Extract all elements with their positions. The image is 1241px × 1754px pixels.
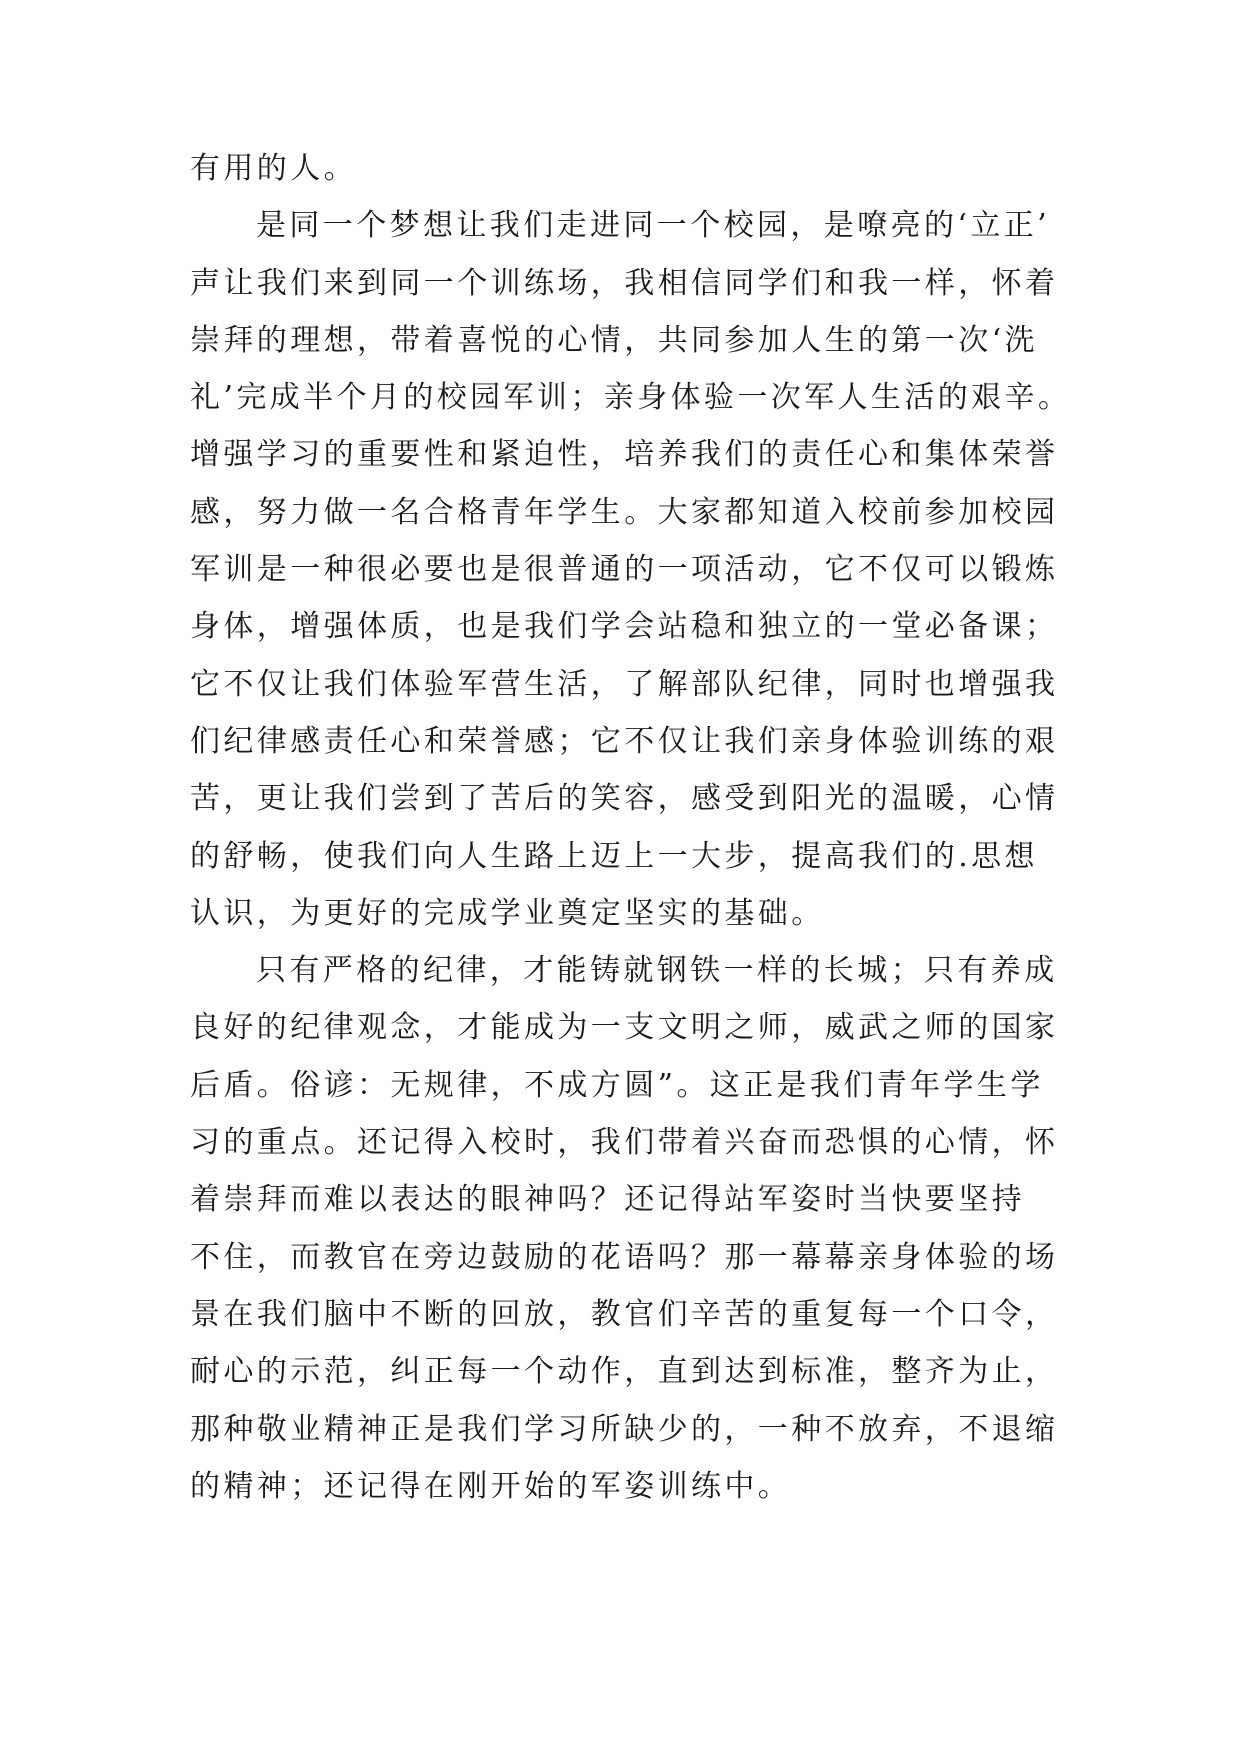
body-line: 苦，更让我们尝到了苦后的笑容，感受到阳光的温暖，心情 xyxy=(190,781,1059,817)
body-line: 它不仅让我们体验军营生活，了解部队纪律，同时也增强我 xyxy=(190,666,1059,702)
paragraph-start-line: 是同一个梦想让我们走进同一个校园，是嘹亮的‘立正’ xyxy=(256,208,1051,244)
body-line: 景在我们脑中不断的回放，教官们辛苦的重复每一个口令， xyxy=(190,1296,1059,1332)
body-line: 习的重点。还记得入校时，我们带着兴奋而恐惧的心情，怀 xyxy=(190,1125,1059,1161)
body-line: 的舒畅，使我们向人生路上迈上一大步，提高我们的.思想 xyxy=(190,838,1038,874)
body-line: 认识，为更好的完成学业奠定坚实的基础。 xyxy=(190,895,825,931)
body-line: 耐心的示范，纠正每一个动作，直到达到标准，整齐为止， xyxy=(190,1354,1059,1390)
body-line: 着崇拜而难以表达的眼神吗？还记得站军姿时当快要坚持 xyxy=(190,1182,1025,1218)
body-line: 礼’完成半个月的校园军训；亲身体验一次军人生活的艰辛。 xyxy=(190,380,1072,416)
paragraph-start-line: 只有严格的纪律，才能铸就钢铁一样的长城；只有养成 xyxy=(256,953,1058,989)
body-line: 军训是一种很必要也是很普通的一项活动，它不仅可以锻炼 xyxy=(190,552,1059,588)
body-line: 身体，增强体质，也是我们学会站稳和独立的一堂必备课； xyxy=(190,609,1059,645)
body-line: 崇拜的理想，带着喜悦的心情，共同参加人生的第一次‘洗 xyxy=(190,322,1038,358)
body-line: 有用的人。 xyxy=(190,151,357,186)
body-line: 不住，而教官在旁边鼓励的花语吗？那一幕幕亲身体验的场 xyxy=(190,1239,1059,1275)
body-line: 的精神；还记得在刚开始的军姿训练中。 xyxy=(190,1468,792,1504)
body-line: 感，努力做一名合格青年学生。大家都知道入校前参加校园 xyxy=(190,494,1059,530)
body-line: 们纪律感责任心和荣誉感；它不仅让我们亲身体验训练的艰 xyxy=(190,723,1059,759)
body-line: 增强学习的重要性和紧迫性，培养我们的责任心和集体荣誉 xyxy=(190,437,1059,473)
body-line: 后盾。俗谚：无规律，不成方圆”。这正是我们青年学生学 xyxy=(190,1067,1044,1103)
body-line: 那种敬业精神正是我们学习所缺少的，一种不放弃，不退缩 xyxy=(190,1411,1059,1447)
document-body xyxy=(190,140,1070,1515)
body-line: 声让我们来到同一个训练场，我相信同学们和我一样，怀着 xyxy=(190,265,1059,301)
body-line: 良好的纪律观念，才能成为一支文明之师，威武之师的国家 xyxy=(190,1010,1059,1046)
